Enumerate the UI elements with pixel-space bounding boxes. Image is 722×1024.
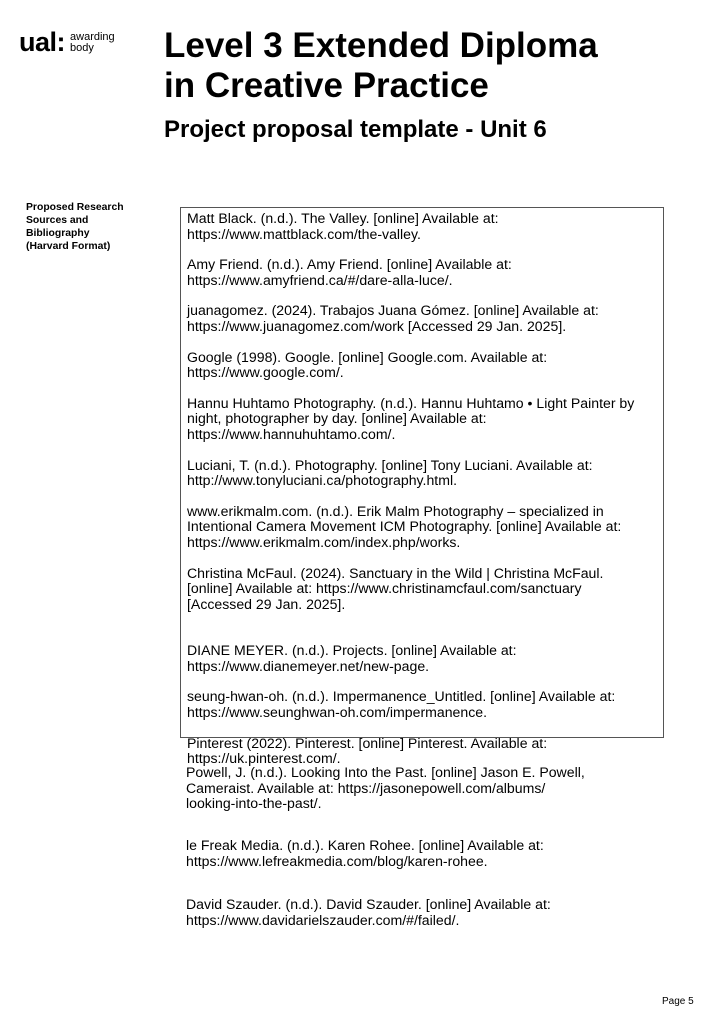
bibliography-entry: Matt Black. (n.d.). The Valley. [online] Available at: https://www.mattblack.com/the-valley.: [187, 210, 499, 242]
page-number: Page 5: [662, 996, 694, 1007]
bibliography-entry-outside: David Szauder. (n.d.). David Szauder. [online] Available at: https://www.davidarielszauder.com/#/failed/.: [186, 896, 551, 928]
bibliography-entry: Hannu Huhtamo Photography. (n.d.). Hannu Huhtamo • Light Painter by night, photographer by day. [online] Available at: https://www.hannuhuhtamo.com/.: [187, 394, 635, 442]
page-title: [164, 26, 598, 106]
bibliography-entry: Luciani, T. (n.d.). Photography. [online] Tony Luciani. Available at: http://www.tonyluciani.ca/photography.html.: [187, 456, 593, 489]
page-subtitle: Project proposal template - Unit 6: [164, 116, 547, 143]
logo-subtext: [70, 32, 115, 54]
bibliography-entry: seung-hwan-oh. (n.d.). Impermanence_Untitled. [online] Available at: https://www.seunghwan-oh.com/impermanence.: [187, 688, 616, 721]
bibliography-entry-outside: Powell, J. (n.d.). Looking Into the Past. [online] Jason E. Powell, Cameraist. Available at: https://jasonepowell.com/albums/ looking-into-the-past/.: [186, 764, 585, 812]
bibliography-entry: Christina McFaul. (2024). Sanctuary in the Wild | Christina McFaul. [online] Available at: https://www.christinamcfaul.com/sanctuary [Accessed 29 Jan. 2025].: [187, 564, 604, 612]
bibliography-entry: Google (1998). Google. [online] Google.com. Available at: https://www.google.com/.: [187, 348, 548, 381]
bibliography-entry: juanagomez. (2024). Trabajos Juana Gómez. [online] Available at: https://www.juanagomez.com/work [Accessed 29 Jan. 2025].: [187, 302, 599, 334]
section-label: Proposed Research Sources and Bibliography (Harvard Format): [26, 202, 124, 252]
title-line-1: Level 3 Extended Diploma: [164, 26, 598, 65]
title-line-2: in Creative Practice: [164, 66, 489, 105]
bibliography-entry-outside: le Freak Media. (n.d.). Karen Rohee. [online] Available at: https://www.lefreakmedia.com/blog/karen-rohee.: [186, 837, 544, 869]
bibliography-entry: Pinterest (2022). Pinterest. [online] Pinterest. Available at: https://uk.pinterest.com/.: [187, 734, 548, 767]
bibliography-box: [180, 207, 664, 767]
bibliography-entry: www.erikmalm.com. (n.d.). Erik Malm Photography – specialized in Intentional Camera Movement ICM Photography. [online] Available at: https://www.erikmalm.com/index.php/works.: [187, 502, 622, 550]
logo-sub-line1: awarding: [70, 30, 115, 43]
logo-sub-line2: body: [70, 41, 94, 54]
logo-mark: ual:: [19, 27, 66, 57]
bibliography-entry: Amy Friend. (n.d.). Amy Friend. [online] Available at: https://www.amyfriend.ca/#/dare-alla-luce/.: [187, 256, 512, 288]
ual-logo: [19, 29, 115, 56]
bibliography-entry: DIANE MEYER. (n.d.). Projects. [online] Available at: https://www.dianemeyer.net/new-page.: [187, 642, 517, 674]
